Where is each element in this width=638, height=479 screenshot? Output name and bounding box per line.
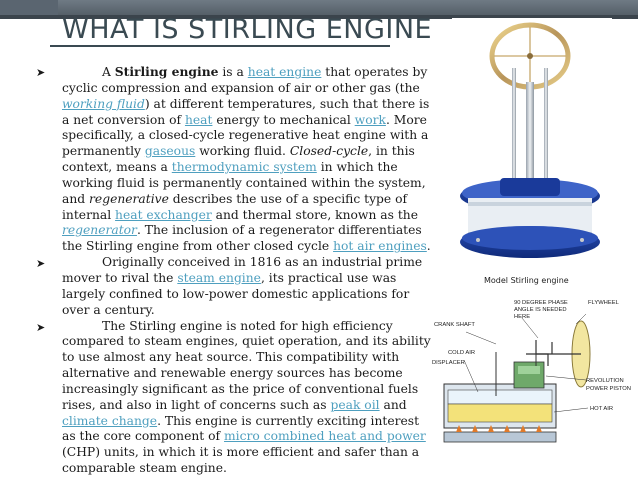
title-underline — [50, 45, 390, 47]
text: Originally conceived in 1816 as an industrial prime mover to rival the — [62, 255, 423, 285]
link-heat-exchanger[interactable]: heat exchanger — [115, 207, 212, 222]
label-here: HERE — [514, 314, 531, 320]
label-crank-shaft: CRANK SHAFT — [434, 322, 475, 328]
label-displacer: DISPLACER — [432, 360, 465, 366]
link-heat-engine[interactable]: heat engine — [247, 65, 322, 79]
label-revolution: REVOLUTION — [586, 378, 624, 384]
link-working-fluid[interactable]: working fluid — [62, 96, 145, 111]
link-steam-engine[interactable]: steam engine — [177, 270, 261, 285]
text: , its practical use was largely confined to low-power domestic applications for over a century. — [62, 270, 410, 317]
arrow-bullet-icon: ➤ — [36, 320, 46, 334]
text: is a — [218, 65, 248, 79]
term-closed-cycle: Closed-cycle — [289, 144, 369, 159]
model-engine-illustration — [452, 18, 612, 276]
link-hot-air-engines[interactable]: hot air engines — [333, 239, 427, 254]
text: ) at different temperatures, such that there is a net conversion of — [62, 96, 430, 127]
arrow-bullet-icon: ➤ — [36, 66, 46, 79]
link-thermodynamic-system[interactable]: thermodynamic system — [171, 160, 317, 175]
text: . This engine is currently exciting interest as the core component of — [62, 413, 420, 444]
text: and thermal store, known as the — [211, 207, 418, 222]
text: , in this context, means a — [62, 144, 415, 175]
label-cold-air: COLD AIR — [448, 350, 476, 356]
bullet-item-3 — [36, 319, 436, 477]
slide-title: WHAT IS STIRLING ENGINE — [62, 14, 433, 45]
model-stirling-engine-image — [452, 18, 612, 290]
link-micro-chp[interactable]: micro combined heat and power — [224, 429, 426, 444]
text: and — [379, 397, 407, 412]
text: (CHP) units, in which it is more efficient and safer than a comparable steam engine. — [62, 445, 420, 476]
link-climate-change[interactable]: climate change — [62, 413, 158, 428]
slide-body — [36, 64, 436, 477]
text: The Stirling engine is noted for high efficiency compared to steam engines, quiet operation, and its ability to use almost any heat source. This compatibility with alternative and renewable energy sources has become increasingly significant as the price of conventional fuels rises, and also in light of concerns such as — [62, 318, 431, 412]
label-hot-air: HOT AIR — [590, 406, 614, 412]
link-heat[interactable]: heat — [184, 112, 213, 127]
link-peak-oil[interactable]: peak oil — [330, 397, 380, 412]
label-angle: ANGLE IS NEEDED — [514, 307, 567, 313]
link-regenerator[interactable]: regenerator — [62, 223, 137, 238]
text: . — [426, 239, 431, 254]
text: that operates by cyclic compression and expansion of air or other gas (the — [62, 65, 428, 95]
arrow-bullet-icon: ➤ — [36, 257, 46, 271]
label-power-piston: POWER PISTON — [586, 386, 631, 392]
text: describes the use of a specific type of internal — [62, 191, 408, 222]
link-gaseous[interactable]: gaseous — [144, 144, 196, 159]
figure-caption: Model Stirling engine — [484, 276, 569, 285]
link-work[interactable]: work — [354, 112, 386, 127]
text: A — [102, 65, 115, 79]
term-regenerative: regenerative — [89, 191, 169, 206]
text: . The inclusion of a regenerator differentiates the Stirling engine from other closed cycle — [62, 223, 422, 254]
stirling-engine-schematic — [426, 292, 630, 467]
text: energy to mechanical — [212, 112, 355, 127]
text: working fluid. — [195, 144, 290, 159]
label-flywheel: FLYWHEEL — [588, 300, 619, 306]
text: in which the working fluid is permanently contained within the system, and — [62, 160, 426, 206]
label-phase: 90 DEGREE PHASE — [514, 300, 568, 306]
bullet-item-1 — [36, 64, 436, 255]
term-stirling-engine: Stirling engine — [114, 64, 219, 79]
bullet-item-2 — [36, 255, 436, 318]
text: . More specifically, a closed-cycle regenerative heat engine with a permanently — [62, 112, 429, 159]
